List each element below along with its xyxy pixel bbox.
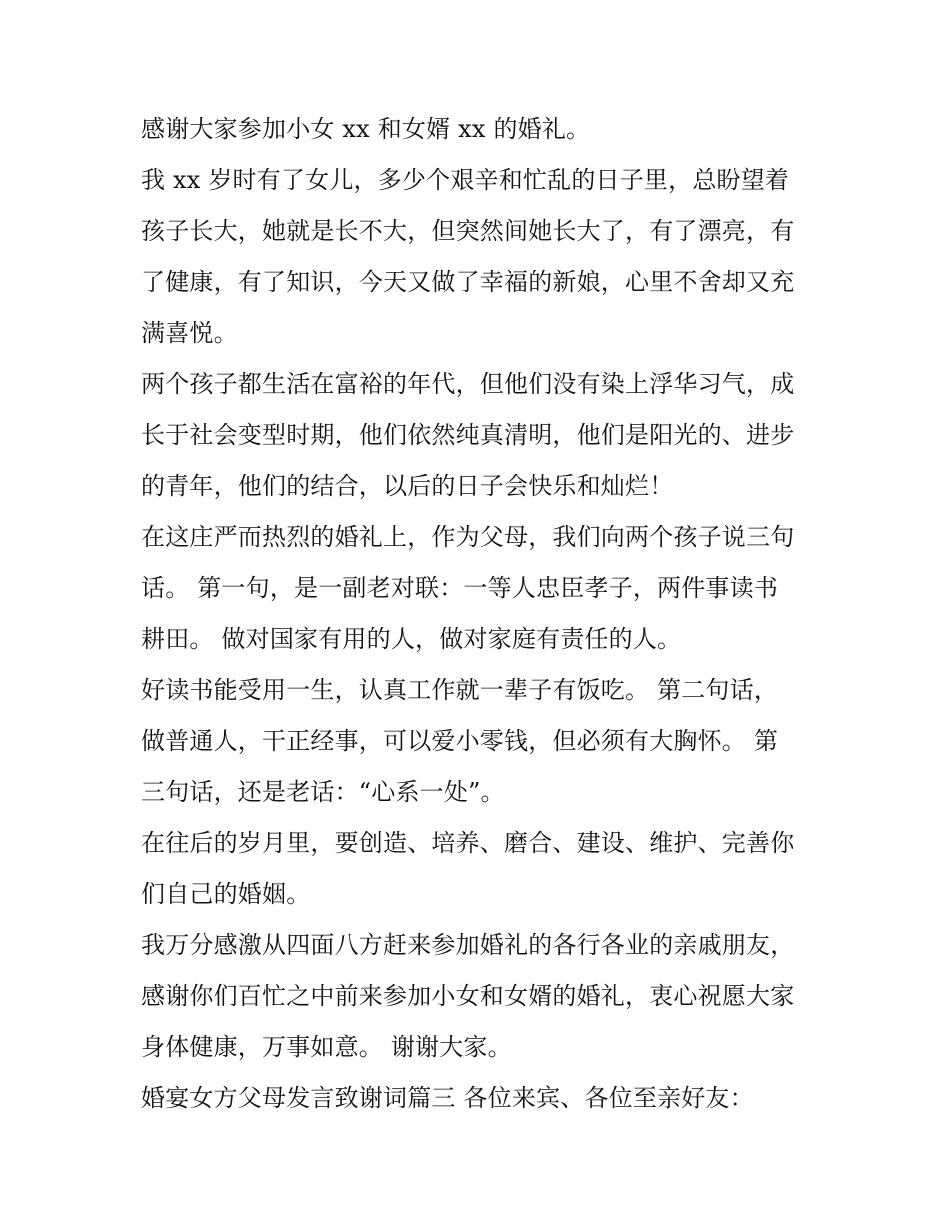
text-line: 做普通人，干正经事，可以爱小零钱，但必须有大胸怀。 第 bbox=[141, 727, 779, 755]
text-line: 婚宴女方父母发言致谢词篇三 各位来宾、各位至亲好友： bbox=[141, 1084, 754, 1112]
text-line: 耕田。 做对国家有用的人，做对家庭有责任的人。 bbox=[141, 625, 682, 653]
text-line: 感谢大家参加小女 xx 和女婿 xx 的婚礼。 bbox=[141, 115, 591, 143]
text-line: 好读书能受用一生，认真工作就一辈子有饭吃。 第二句话， bbox=[141, 676, 779, 704]
text-line: 我万分感激从四面八方赶来参加婚礼的各行各业的亲戚朋友， bbox=[141, 931, 795, 959]
text-line: 了健康，有了知识，今天又做了幸福的新娘，心里不舍却又充 bbox=[141, 268, 795, 296]
text-line: 两个孩子都生活在富裕的年代，但他们没有染上浮华习气，成 bbox=[141, 370, 795, 398]
text-line: 我 xx 岁时有了女儿，多少个艰辛和忙乱的日子里，总盼望着 bbox=[141, 166, 790, 194]
text-line: 的青年，他们的结合，以后的日子会快乐和灿烂！ bbox=[141, 472, 674, 500]
text-line: 孩子长大，她就是长不大，但突然间她长大了，有了漂亮，有 bbox=[141, 217, 795, 245]
text-line: 们自己的婚姻。 bbox=[141, 880, 311, 908]
text-line: 身体健康，万事如意。 谢谢大家。 bbox=[141, 1033, 512, 1061]
text-line: 在往后的岁月里，要创造、培养、磨合、建设、维护、完善你 bbox=[141, 829, 795, 857]
text-line: 三句话，还是老话：“心系一处”。 bbox=[141, 778, 505, 806]
text-line: 满喜悦。 bbox=[141, 319, 238, 347]
speech-text-body bbox=[141, 104, 813, 1124]
text-line: 长于社会变型时期，他们依然纯真清明，他们是阳光的、进步 bbox=[141, 421, 795, 449]
text-line: 在这庄严而热烈的婚礼上，作为父母，我们向两个孩子说三句 bbox=[141, 523, 795, 551]
text-line: 话。 第一句，是一副老对联：一等人忠臣孝子，两件事读书 bbox=[141, 574, 779, 602]
text-line: 感谢你们百忙之中前来参加小女和女婿的婚礼，衷心祝愿大家 bbox=[141, 982, 795, 1010]
